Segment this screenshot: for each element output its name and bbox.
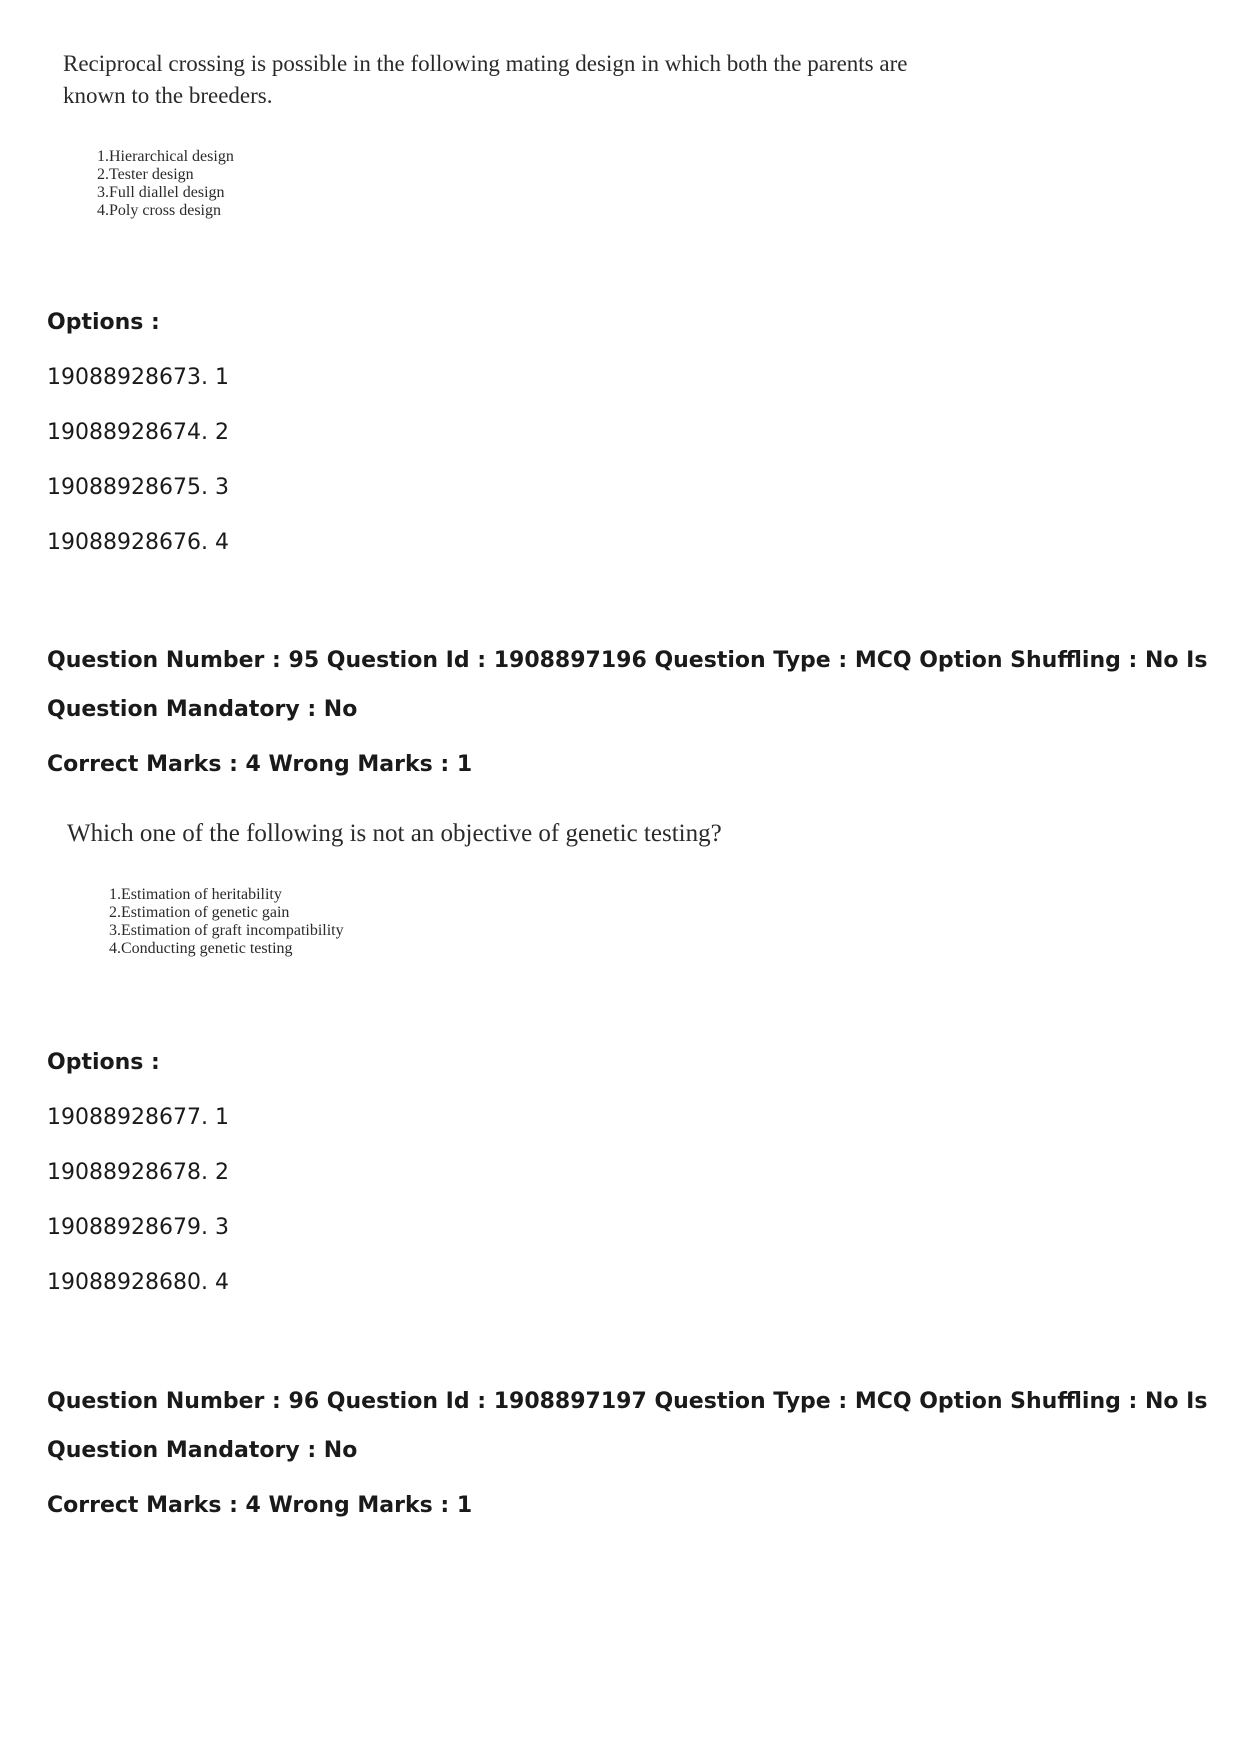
choice-number: 2. (97, 166, 109, 183)
choice-number: 4. (109, 940, 121, 957)
choice-item (97, 166, 234, 184)
option-item: 19088928674. 2 (47, 420, 229, 445)
choice-item (109, 886, 344, 904)
option-item: 19088928678. 2 (47, 1160, 229, 1185)
choice-text: Poly cross design (109, 202, 221, 219)
choice-number: 3. (109, 922, 121, 939)
choice-number: 3. (97, 184, 109, 201)
question-95-stem: Which one of the following is not an objective of genetic testing? (67, 820, 722, 847)
options-label: Options : (47, 1050, 160, 1075)
question-95-image (67, 818, 722, 850)
question-94-stem-line-2: known to the breeders. (63, 83, 273, 108)
question-95-meta-line-2: Question Mandatory : No (47, 697, 358, 722)
question-94-image (63, 48, 907, 112)
choice-number: 1. (109, 886, 121, 903)
question-95-meta-line-1: Question Number : 95 Question Id : 1908897196 Question Type : MCQ Option Shuffling : No Is (47, 648, 1208, 673)
question-96-meta-line-2: Question Mandatory : No (47, 1438, 358, 1463)
option-item: 19088928673. 1 (47, 365, 229, 390)
choice-number: 1. (97, 148, 109, 165)
choice-number: 4. (97, 202, 109, 219)
choice-text: Estimation of heritability (121, 886, 282, 903)
option-item: 19088928676. 4 (47, 530, 229, 555)
choice-text: Estimation of genetic gain (121, 904, 290, 921)
question-95-choice-list (109, 886, 344, 958)
choice-item (97, 148, 234, 166)
option-item: 19088928675. 3 (47, 475, 229, 500)
question-96-marks: Correct Marks : 4 Wrong Marks : 1 (47, 1493, 473, 1518)
choice-item (109, 904, 344, 922)
options-label: Options : (47, 310, 160, 335)
choice-text: Estimation of graft incompatibility (121, 922, 344, 939)
choice-item (97, 184, 234, 202)
choice-text: Full diallel design (109, 184, 225, 201)
choice-text: Conducting genetic testing (121, 940, 293, 957)
choice-item (109, 940, 344, 958)
option-item: 19088928677. 1 (47, 1105, 229, 1130)
choice-number: 2. (109, 904, 121, 921)
choice-item (109, 922, 344, 940)
choice-text: Tester design (109, 166, 194, 183)
question-95-marks: Correct Marks : 4 Wrong Marks : 1 (47, 752, 473, 777)
question-96-meta-line-1: Question Number : 96 Question Id : 1908897197 Question Type : MCQ Option Shuffling : No Is (47, 1389, 1208, 1414)
choice-text: Hierarchical design (109, 148, 234, 165)
option-item: 19088928680. 4 (47, 1270, 229, 1295)
choice-item (97, 202, 234, 220)
question-94-choice-list (97, 148, 234, 220)
option-item: 19088928679. 3 (47, 1215, 229, 1240)
question-94-stem-line-1: Reciprocal crossing is possible in the following mating design in which both the parents are (63, 51, 908, 76)
